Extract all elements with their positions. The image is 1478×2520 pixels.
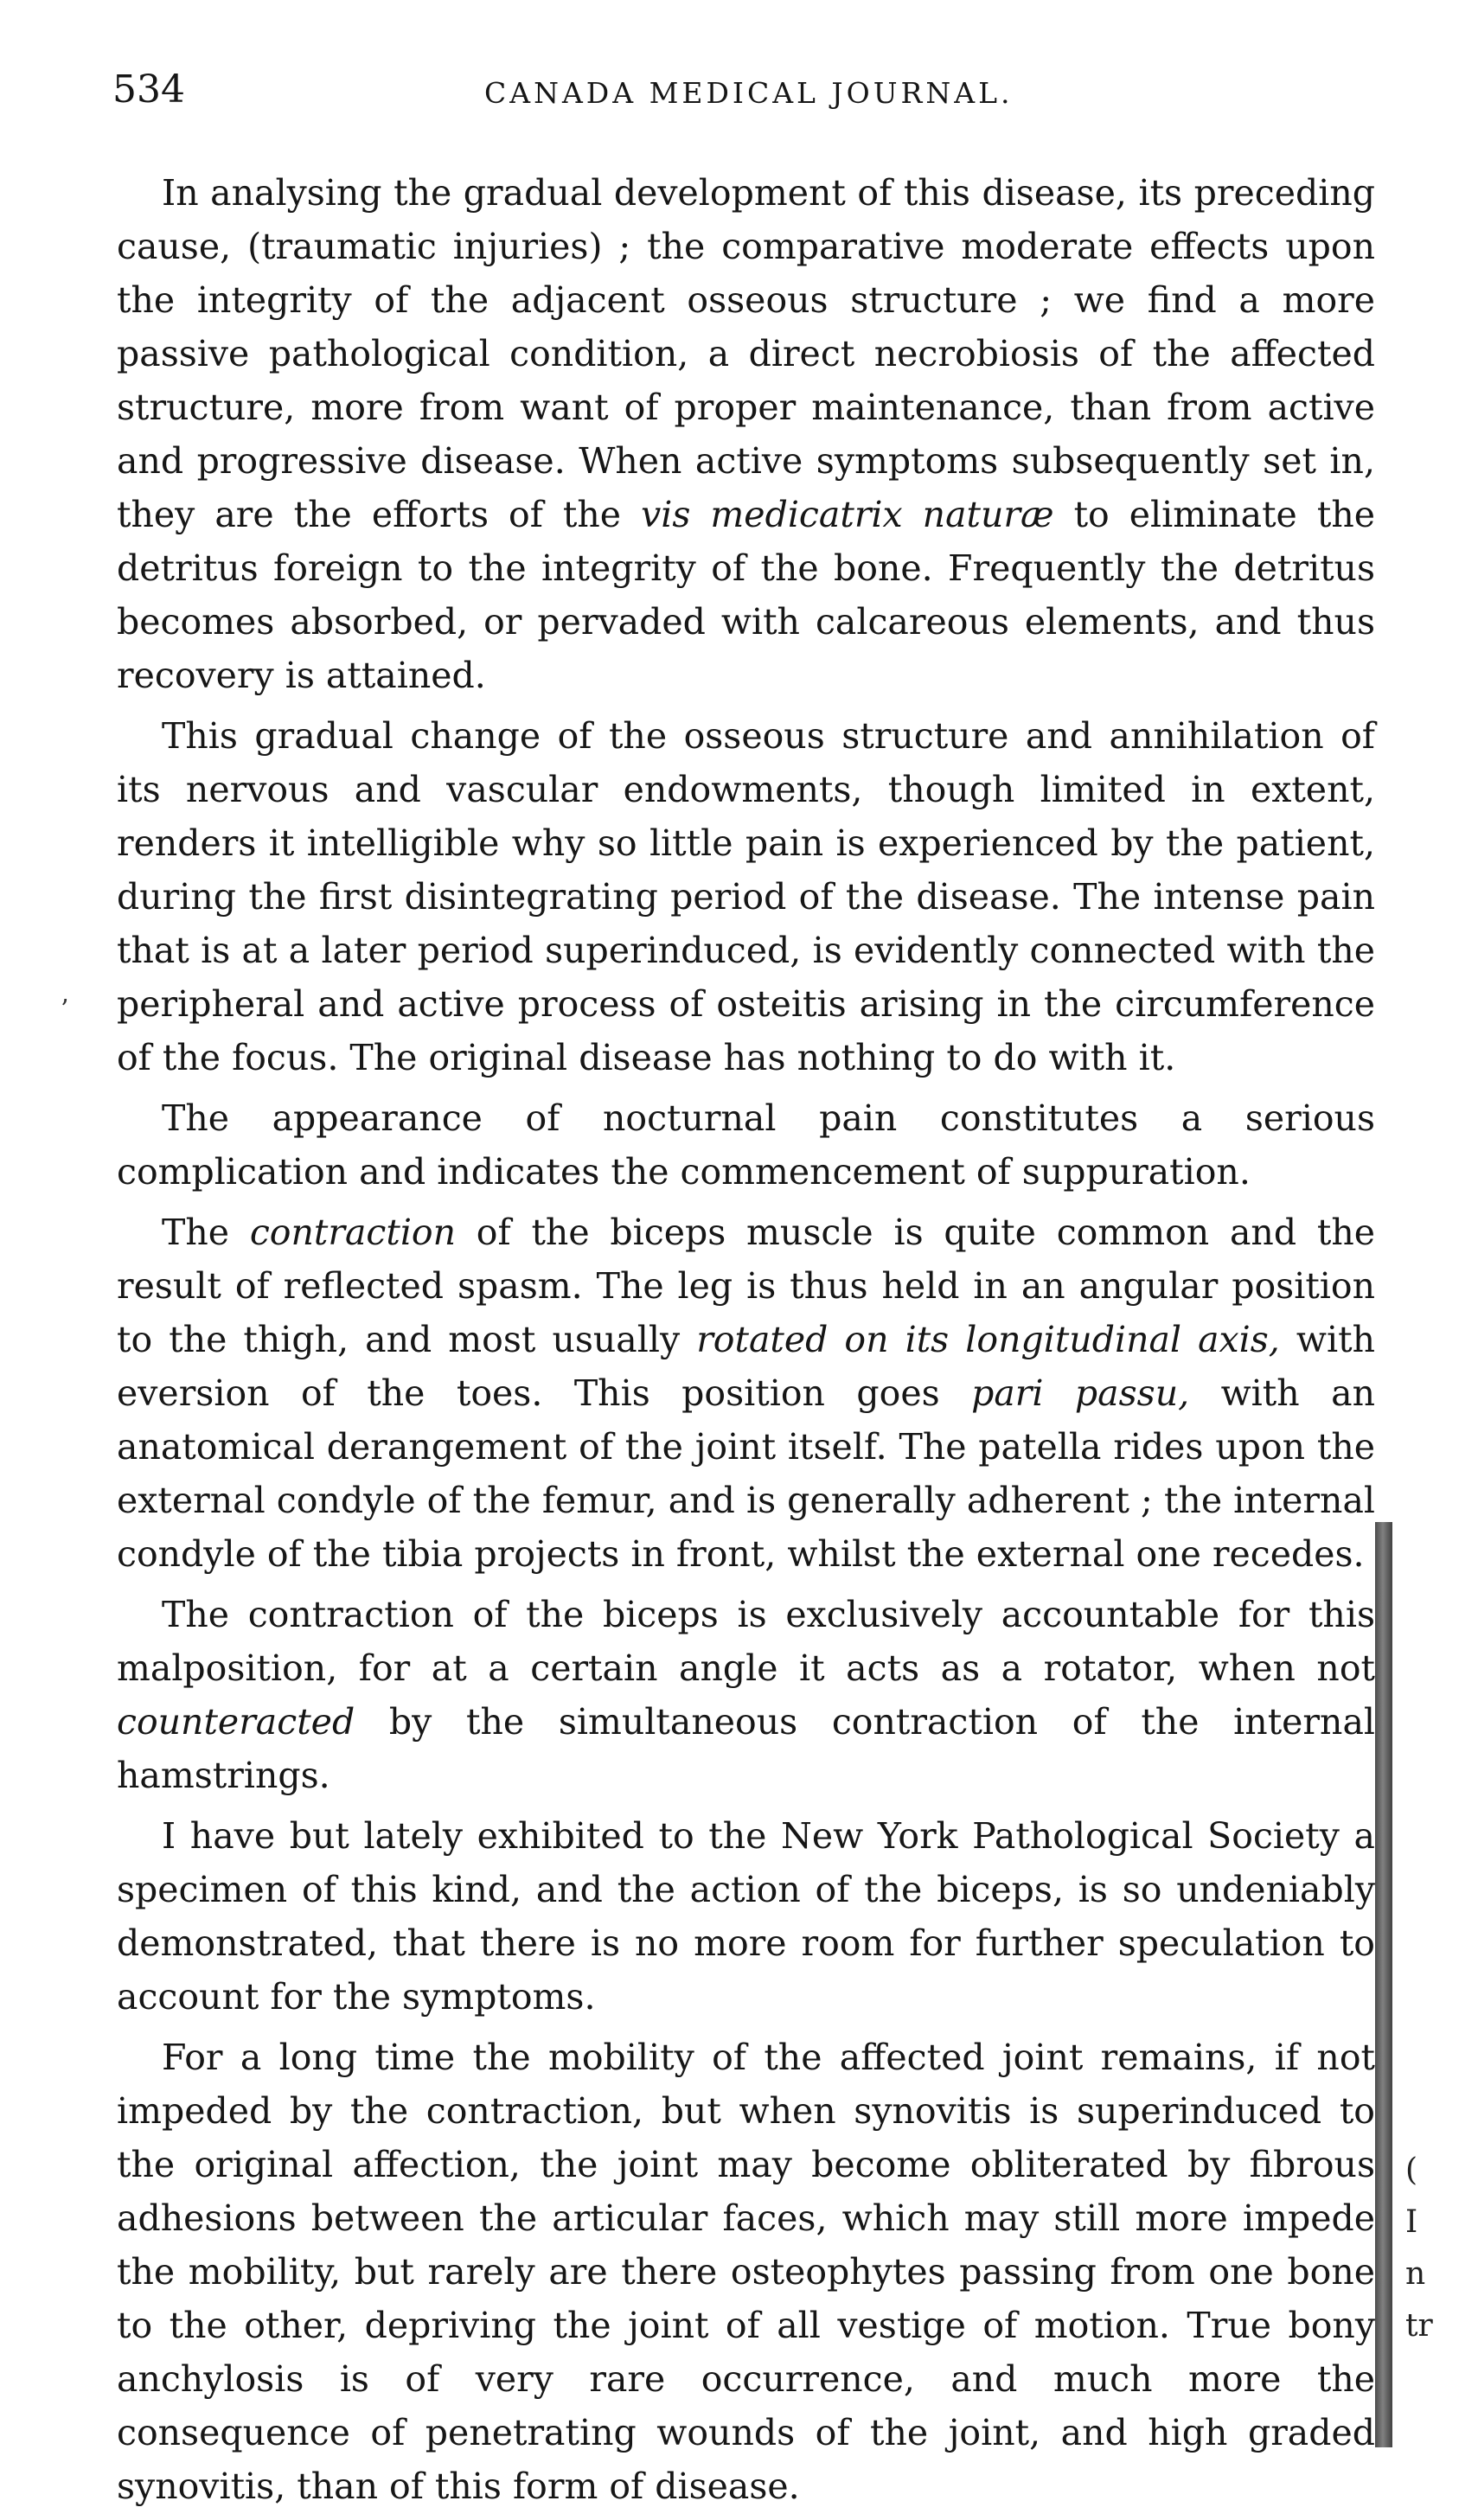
margin-fragment: I — [1405, 2204, 1418, 2240]
article-body — [117, 166, 1375, 2520]
margin-fragment: tr — [1405, 2308, 1433, 2344]
text-segment: of the biceps muscle is quite common and the result of reflected spasm. The leg is thus held in an angular position to the thigh, and most usually — [117, 1212, 1375, 1360]
text-segment: by the simultaneous contraction of the internal hamstrings. — [117, 1701, 1375, 1796]
text-segment: with eversion of the toes. This position goes — [117, 1319, 1375, 1414]
italic-text: contraction — [249, 1212, 457, 1253]
paragraph — [117, 166, 1375, 702]
paragraph — [117, 709, 1375, 1084]
text-segment: with an anatomical derangement of the joint itself. The patella rides upon the external condyle of the femur, and is generally adherent ; the internal condyle of the tibia projects in front, whilst the external one recedes. — [117, 1372, 1375, 1575]
text-segment: The appearance of nocturnal pain constitutes a serious complication and indicates the commencement of suppuration. — [117, 1097, 1375, 1193]
margin-fragment: ( — [1405, 2152, 1418, 2188]
italic-text: pari passu, — [971, 1372, 1190, 1414]
text-segment: to eliminate the detritus foreign to the integrity of the bone. Frequently the detritus becomes absorbed, or pervaded with calcareous elements, and thus recovery is attained. — [117, 494, 1375, 696]
text-segment: For a long time the mobility of the affected joint remains, if not impeded by the contraction, but when synovitis is superinduced to the original affection, the joint may become obliterated by fibrous adhesions between the articular faces, which may still more impede the mobility, but rarely are there osteophytes passing from one bone to the other, depriving the joint of all vestige of motion. True bony anchylosis is of very rare occurrence, and much more the consequence of penetrating wounds of the joint, and high graded synovitis, than of this form of disease. — [117, 2037, 1375, 2507]
margin-fragments — [1405, 2145, 1457, 2352]
stray-mark: ’ — [61, 995, 69, 1025]
paragraph — [117, 1091, 1375, 1199]
text-segment: I have but lately exhibited to the New York Pathological Society a specimen of this kind, and the action of the biceps, is so undeniably demonstrated, that there is no more room for further speculation to account for the symptoms. — [117, 1815, 1375, 2018]
italic-text: rotated on its longitudinal axis, — [696, 1319, 1280, 1360]
paragraph — [117, 1206, 1375, 1581]
running-title: CANADA MEDICAL JOURNAL. — [484, 76, 1014, 110]
italic-text: counteracted — [117, 1701, 355, 1743]
binding-shadow — [1375, 1522, 1392, 2447]
page-header — [112, 67, 1375, 119]
paragraph — [117, 1809, 1375, 2024]
text-segment: The — [162, 1212, 250, 1253]
text-segment: This gradual change of the osseous structure and annihilation of its nervous and vascular endowments, though limited in extent, renders it intelligible why so little pain is experienced by the patient, during the first disintegrating period of the disease. The intense pain that is at a later period superinduced, is evidently connected with the peripheral and active process of osteitis arising in the circumference of the focus. The original disease has nothing to do with it. — [117, 715, 1375, 1078]
italic-text: vis medicatrix naturæ — [641, 494, 1054, 535]
text-segment: In analysing the gradual development of this disease, its preceding cause, (traumatic injuries) ; the comparative moderate effects upon the integrity of the adjacent osseous structure ; we find a more passive pathological condition, a direct necrobiosis of the affected structure, more from want of proper maintenance, than from active and progressive disease. When active symptoms subsequently set in, they are the efforts of the — [117, 172, 1375, 535]
paragraph — [117, 1588, 1375, 1802]
text-segment: The contraction of the biceps is exclusively accountable for this malposition, for at a certain angle it acts as a rotator, when not — [117, 1594, 1375, 1689]
page-number: 534 — [112, 67, 185, 112]
paragraph — [117, 2031, 1375, 2513]
margin-fragment: n — [1405, 2256, 1426, 2292]
